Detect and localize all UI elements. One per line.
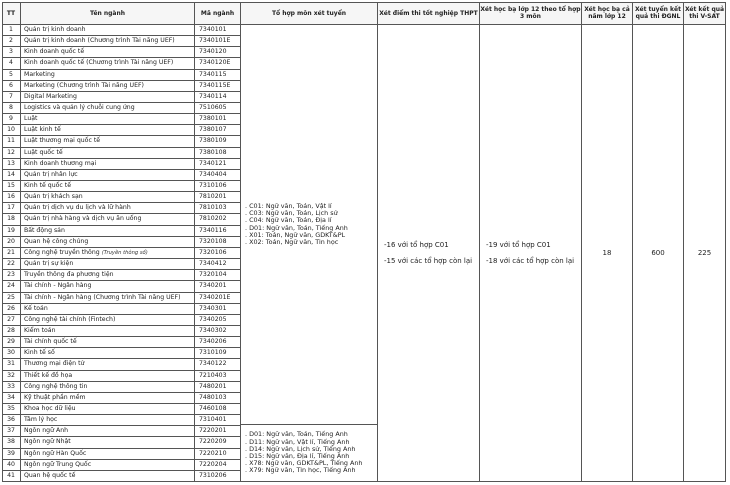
major-name-cell [21,359,195,370]
row-number: 11 [2,136,21,147]
row-number: 23 [2,270,21,281]
row-number: 3 [2,47,21,58]
major-name-cell [21,58,195,69]
major-name: Công nghệ thông tin [24,382,88,390]
header-subject-combo: Tổ hợp môn xét tuyển [241,2,378,25]
major-name-cell [21,203,195,214]
major-name-cell [21,348,195,359]
row-number: 18 [2,214,21,225]
row-number: 34 [2,393,21,404]
admission-table [2,2,726,482]
major-name: Marketing (Chương trình Tài năng UEF) [24,81,144,89]
major-name: Marketing [24,70,55,78]
combo-line: . D15: Ngữ văn, Địa lí, Tiếng Anh [245,452,350,460]
major-name: Ngôn ngữ Anh [24,427,69,435]
major-name-cell [21,426,195,437]
major-name-cell [21,226,195,237]
major-name: Ngôn ngữ Hàn Quốc [24,449,87,457]
row-number: 24 [2,281,21,292]
major-name: Kinh tế số [24,349,55,357]
major-note: (Truyền thông số) [101,249,148,256]
major-name-cell [21,81,195,92]
major-name-cell [21,248,195,259]
thpt-cell [378,25,480,482]
row-number: 4 [2,58,21,69]
major-code: 7340206 [195,337,241,348]
major-code: 7310109 [195,348,241,359]
row-number: 19 [2,226,21,237]
major-name: Công nghệ truyền thông [24,248,100,256]
combo-line: . D01: Ngữ văn, Toán, Tiếng Anh [245,430,348,439]
major-name: Thiết kế đồ họa [24,371,73,379]
row-number: 33 [2,382,21,393]
major-code: 7220210 [195,449,241,460]
row-number: 29 [2,337,21,348]
major-name-cell [21,449,195,460]
row-number: 16 [2,192,21,203]
major-code: 7310206 [195,471,241,482]
major-name-cell [21,460,195,471]
row-number: 9 [2,114,21,125]
major-name-cell [21,393,195,404]
major-name: Bất động sản [24,226,65,234]
thpt-line: -15 với các tổ hợp còn lại [384,257,473,265]
header-hocba-canam: Xét học bạ cả năm lớp 12 [582,2,633,25]
major-name-cell [21,170,195,181]
major-name: Truyền thông đa phương tiện [24,271,114,279]
major-code: 7220209 [195,437,241,448]
hocba-line: -19 với tổ hợp C01 [486,241,551,249]
major-name: Kinh doanh quốc tế (Chương trình Tài năng UEF) [24,59,174,67]
major-name: Digital Marketing [24,92,77,100]
major-code: 7340205 [195,315,241,326]
row-number: 31 [2,359,21,370]
major-name: Quản trị khách sạn [24,193,83,201]
major-name: Quản trị kinh doanh [24,26,86,33]
major-name: Quản trị nhà hàng và dịch vụ ăn uống [24,215,142,223]
thpt-line: -16 với tổ hợp C01 [384,241,449,249]
major-name-cell [21,337,195,348]
major-code: 7220201 [195,426,241,437]
row-number: 10 [2,125,21,136]
header-tt: TT [2,2,21,25]
row-number: 37 [2,426,21,437]
row-number: 2 [2,36,21,47]
major-code: 7810103 [195,203,241,214]
major-name: Quan hệ quốc tế [24,471,76,479]
major-name: Kinh doanh thương mại [24,159,97,167]
major-name-cell [21,114,195,125]
major-code: 7220204 [195,460,241,471]
combo-line: . X78: Ngữ văn, GDKT&PL, Tiếng Anh [245,459,363,468]
major-name: Luật kinh tế [24,126,61,134]
combo-line: . D14: Ngữ văn, Lịch sử, Tiếng Anh [245,444,356,453]
major-name: Luật [24,115,38,123]
major-name: Luật quốc tế [24,148,63,156]
row-number: 38 [2,437,21,448]
row-number: 39 [2,449,21,460]
hocba-line: -18 với các tổ hợp còn lại [486,257,575,265]
major-code: 7340201E [195,293,241,304]
major-name-cell [21,382,195,393]
major-code: 7810201 [195,192,241,203]
major-name: Quản trị nhân lực [24,170,78,178]
major-name-cell [21,159,195,170]
major-name: Luật thương mại quốc tế [24,137,101,145]
major-code: 7380109 [195,136,241,147]
row-number: 30 [2,348,21,359]
row-number: 22 [2,259,21,270]
major-name: Logistics và quản lý chuỗi cung ứng [24,104,135,112]
major-name-cell [21,415,195,426]
major-name: Quản trị kinh doanh (Chương trình Tài năng UEF) [24,37,175,45]
major-name: Kỹ thuật phần mềm [24,393,86,401]
major-code: 7320108 [195,237,241,248]
major-name-cell [21,293,195,304]
major-code: 7340116 [195,226,241,237]
dgnl-value: 600 [633,25,684,482]
major-code: 7480103 [195,393,241,404]
combo-line: . C01: Ngữ văn, Toán, Vật lí [245,201,332,210]
row-number: 28 [2,326,21,337]
major-name-cell [21,125,195,136]
combo-line: . C04: Ngữ văn, Toán, Địa lí [245,216,332,225]
major-name: Công nghệ tài chính (Fintech) [24,315,116,323]
major-name: Khoa học dữ liệu [24,404,76,412]
major-name-cell [21,92,195,103]
major-code: 7510605 [195,103,241,114]
row-number: 14 [2,170,21,181]
major-name-cell [21,437,195,448]
row-number: 12 [2,148,21,159]
major-name-cell [21,181,195,192]
major-name-cell [21,148,195,159]
major-code: 7340120E [195,58,241,69]
row-number: 17 [2,203,21,214]
hocba-3mon-cell [480,25,582,482]
header-dgnl: Xét tuyển kết quả thi ĐGNL [633,2,684,25]
major-code: 7210403 [195,371,241,382]
combo-line: . C03: Ngữ văn, Toán, Lịch sử [245,209,338,218]
row-number: 26 [2,304,21,315]
major-name-cell [21,326,195,337]
combo-cell-group2 [241,425,378,482]
major-name-cell [21,214,195,225]
major-name-cell [21,281,195,292]
header-major-code: Mã ngành [195,2,241,25]
major-name: Quản trị sự kiện [24,260,74,268]
combo-line: . D01: Ngữ văn, Toán, Tiếng Anh [245,223,348,232]
header-vsat: Xét kết quả thi V-SAT [684,2,726,25]
major-name-cell [21,103,195,114]
major-name-cell [21,136,195,147]
major-code: 7460108 [195,404,241,415]
major-code: 7340302 [195,326,241,337]
major-code: 7340301 [195,304,241,315]
row-number: 36 [2,415,21,426]
major-code: 7340120 [195,47,241,58]
row-number: 41 [2,471,21,482]
combo-cell-group1 [241,25,378,425]
major-code: 7340115 [195,70,241,81]
major-code: 7480201 [195,382,241,393]
major-code: 7320104 [195,270,241,281]
major-name-cell [21,270,195,281]
major-code: 7380108 [195,148,241,159]
major-name-cell [21,471,195,482]
major-name: Kiểm toán [24,326,56,334]
major-name: Tâm lý học [24,416,58,424]
row-number: 25 [2,293,21,304]
row-number: 5 [2,70,21,81]
major-name: Tài chính quốc tế [24,338,77,346]
major-name-cell [21,70,195,81]
major-name: Thương mại điện tử [24,360,85,368]
major-code: 7810202 [195,214,241,225]
major-name-cell [21,47,195,58]
major-name-cell [21,25,195,36]
major-code: 7340412 [195,259,241,270]
major-name: Kinh doanh quốc tế [24,48,85,56]
row-number: 27 [2,315,21,326]
row-number: 40 [2,460,21,471]
major-name: Kế toán [24,304,48,312]
combo-line: . X01: Toán, Ngữ văn, GDKT&PL [245,230,346,239]
major-code: 7310401 [195,415,241,426]
header-thpt: Xét điểm thi tốt nghiệp THPT [378,2,480,25]
major-code: 7340122 [195,359,241,370]
row-number: 35 [2,404,21,415]
row-number: 20 [2,237,21,248]
major-name: Quản trị dịch vụ du lịch và lữ hành [24,204,131,212]
major-code: 7380107 [195,125,241,136]
major-code: 7340101E [195,36,241,47]
major-name: Kinh tế quốc tế [24,182,72,190]
major-code: 7310106 [195,181,241,192]
hocba-canam-value: 18 [582,25,633,482]
major-name: Tài chính - Ngân hàng [24,282,92,290]
major-code: 7340114 [195,92,241,103]
major-name: Ngôn ngữ Nhật [24,438,71,446]
major-name-cell [21,259,195,270]
major-name-cell [21,315,195,326]
row-number: 1 [2,25,21,36]
row-number: 15 [2,181,21,192]
major-code: 7340115E [195,81,241,92]
major-code: 7340404 [195,170,241,181]
major-name: Tài chính - Ngân hàng (Chương trình Tài năng UEF) [24,293,181,301]
major-code: 7340121 [195,159,241,170]
major-name-cell [21,36,195,47]
major-code: 7320106 [195,248,241,259]
major-name-cell [21,304,195,315]
row-number: 8 [2,103,21,114]
major-name-cell [21,237,195,248]
major-name-cell [21,404,195,415]
row-number: 7 [2,92,21,103]
combo-line: . X02: Toán, Ngữ văn, Tin học [245,237,339,246]
combo-line: . X79: Ngữ văn, Tin học, Tiếng Anh [245,466,356,475]
major-name-cell [21,192,195,203]
row-number: 32 [2,371,21,382]
major-code: 7340101 [195,25,241,36]
header-major-name: Tên ngành [21,2,195,25]
major-code: 7340201 [195,281,241,292]
major-name-cell [21,371,195,382]
vsat-value: 225 [684,25,726,482]
row-number: 13 [2,159,21,170]
combo-line: . D11: Ngữ văn, Vật lí, Tiếng Anh [245,437,350,446]
major-name: Quan hệ công chúng [24,237,89,245]
major-name: Ngôn ngữ Trung Quốc [24,460,92,468]
major-code: 7380101 [195,114,241,125]
header-hocba-3mon: Xét học bạ lớp 12 theo tổ hợp 3 môn [480,2,582,25]
row-number: 6 [2,81,21,92]
row-number: 21 [2,248,21,259]
